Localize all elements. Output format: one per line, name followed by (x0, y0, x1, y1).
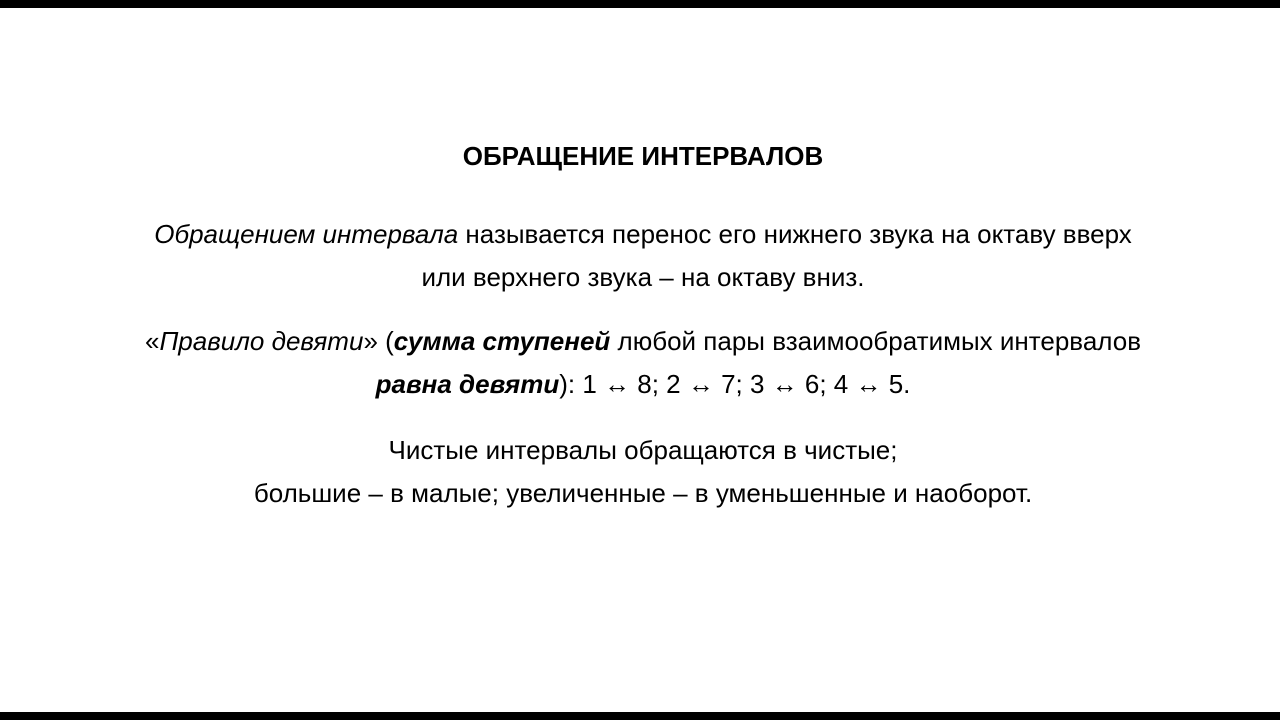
rule-line-2 (0, 363, 1280, 406)
definition-line-1 (0, 213, 1280, 256)
rule-pairs: ): 1 ↔ 8; 2 ↔ 7; 3 ↔ 6; 4 ↔ 5. (559, 369, 911, 399)
rule-of-nine-paragraph (0, 320, 1280, 406)
conclusion-paragraph (0, 429, 1280, 515)
rule-emphasis-nine: равна девяти (375, 369, 560, 399)
conclusion-line-1: Чистые интервалы обращаются в чистые; (388, 435, 898, 465)
definition-line-1-text: называется перенос его нижнего звука на октаву вверх (458, 219, 1132, 249)
bottom-letterbox-bar (0, 712, 1280, 720)
definition-paragraph (0, 213, 1280, 299)
rule-name: Правило девяти (159, 326, 364, 356)
rule-open-quote: « (144, 326, 160, 356)
rule-close-quote-paren: » ( (363, 326, 394, 356)
conclusion-line-2: большие – в малые; увеличенные – в уменьшенные и наоборот. (253, 478, 1033, 508)
rule-emphasis-sum: сумма ступеней (393, 326, 611, 356)
rule-line-1 (0, 320, 1280, 363)
definition-line-2: или верхнего звука – на октаву вниз. (421, 262, 865, 292)
slide-title: ОБРАЩЕНИЕ ИНТЕРВАЛОВ (462, 141, 824, 171)
definition-term: Обращением интервала (154, 219, 459, 249)
rule-line-1-text: любой пары взаимообратимых интервалов (610, 326, 1142, 356)
